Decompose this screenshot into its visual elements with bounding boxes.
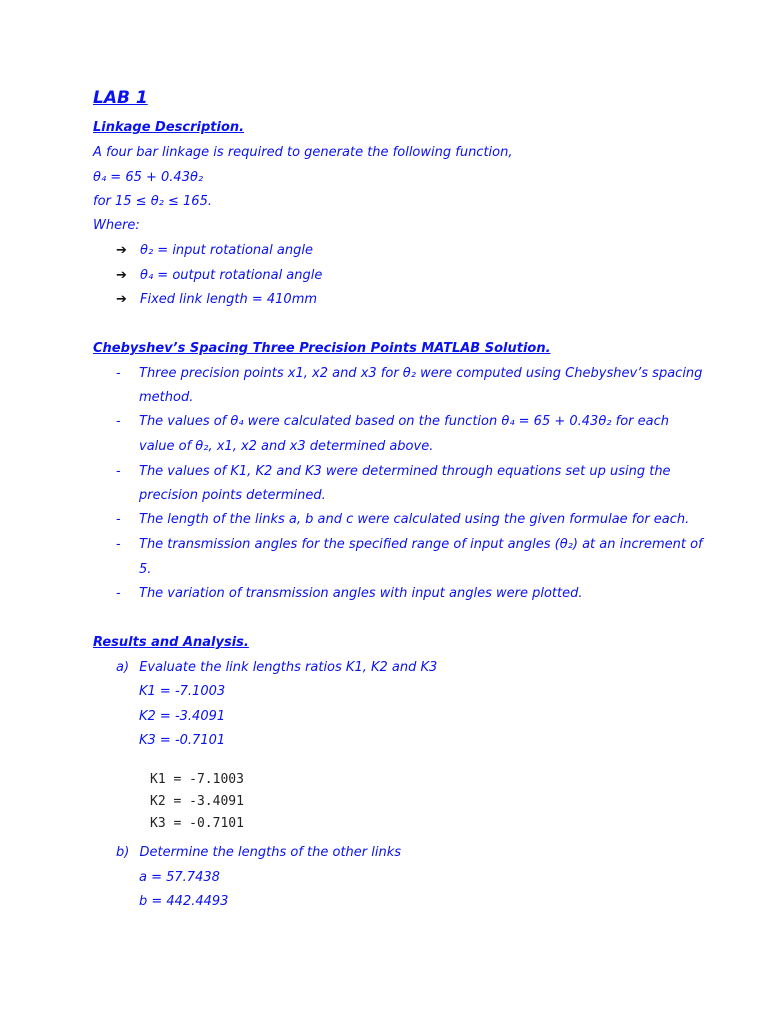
range-equation: for 15 ≤ θ₂ ≤ 165. xyxy=(93,194,212,209)
link-value: b = 442.4493 xyxy=(139,894,229,909)
bullet-text-cont: method. xyxy=(139,390,194,405)
arrow-icon: ➔ xyxy=(116,268,127,283)
matlab-output-line: K2 = -3.4091 xyxy=(150,794,244,809)
arrow-icon: ➔ xyxy=(116,292,127,307)
linkage-intro: A four bar linkage is required to generate the following function, xyxy=(93,145,513,160)
part-b-label: b) xyxy=(116,845,130,860)
bullet-text: The length of the links a, b and c were calculated using the given formulae for each. xyxy=(139,512,690,527)
linkage-heading: Linkage Description. xyxy=(93,120,245,135)
part-b-text: Determine the lengths of the other links xyxy=(139,845,402,860)
k-value: K3 = -0.7101 xyxy=(139,733,226,748)
definition-text: θ₄ = output rotational angle xyxy=(140,268,323,283)
bullet-text-cont: precision points determined. xyxy=(139,488,326,503)
part-a xyxy=(116,660,437,675)
part-b xyxy=(116,845,401,860)
part-a-text: Evaluate the link lengths ratios K1, K2 and K3 xyxy=(139,660,438,675)
chebyshev-heading: Chebyshev’s Spacing Three Precision Points MATLAB Solution. xyxy=(93,341,551,356)
bullet-mark: - xyxy=(116,464,121,479)
arrow-icon: ➔ xyxy=(116,243,127,258)
document-title: LAB 1 xyxy=(93,88,148,108)
bullet-text-cont: value of θ₂, x1, x2 and x3 determined above. xyxy=(139,439,434,454)
link-value: a = 57.7438 xyxy=(139,870,220,885)
definition-text: θ₂ = input rotational angle xyxy=(140,243,313,258)
definition-item xyxy=(116,268,322,283)
bullet-mark: - xyxy=(116,586,121,601)
bullet-mark: - xyxy=(116,366,121,381)
bullet-mark: - xyxy=(116,414,121,429)
bullet-text: Three precision points x1, x2 and x3 for θ₂ were computed using Chebyshev’s spacing xyxy=(139,366,703,381)
matlab-output-line: K3 = -0.7101 xyxy=(150,816,244,831)
bullet-text-cont: 5. xyxy=(139,562,152,577)
bullet-text: The transmission angles for the specified range of input angles (θ₂) at an increment of xyxy=(139,537,703,552)
matlab-output-line: K1 = -7.1003 xyxy=(150,772,244,787)
results-heading: Results and Analysis. xyxy=(93,635,249,650)
part-a-label: a) xyxy=(116,660,130,675)
bullet-text: The values of K1, K2 and K3 were determined through equations set up using the xyxy=(139,464,671,479)
definition-text: Fixed link length = 410mm xyxy=(140,292,318,307)
where-label: Where: xyxy=(93,218,140,233)
bullet-text: The variation of transmission angles with input angles were plotted. xyxy=(139,586,583,601)
definition-item xyxy=(116,243,313,258)
k-value: K1 = -7.1003 xyxy=(139,684,226,699)
function-equation: θ₄ = 65 + 0.43θ₂ xyxy=(93,170,204,185)
definition-item xyxy=(116,292,317,307)
bullet-mark: - xyxy=(116,512,121,527)
bullet-text: The values of θ₄ were calculated based on the function θ₄ = 65 + 0.43θ₂ for each xyxy=(139,414,669,429)
bullet-mark: - xyxy=(116,537,121,552)
k-value: K2 = -3.4091 xyxy=(139,709,226,724)
